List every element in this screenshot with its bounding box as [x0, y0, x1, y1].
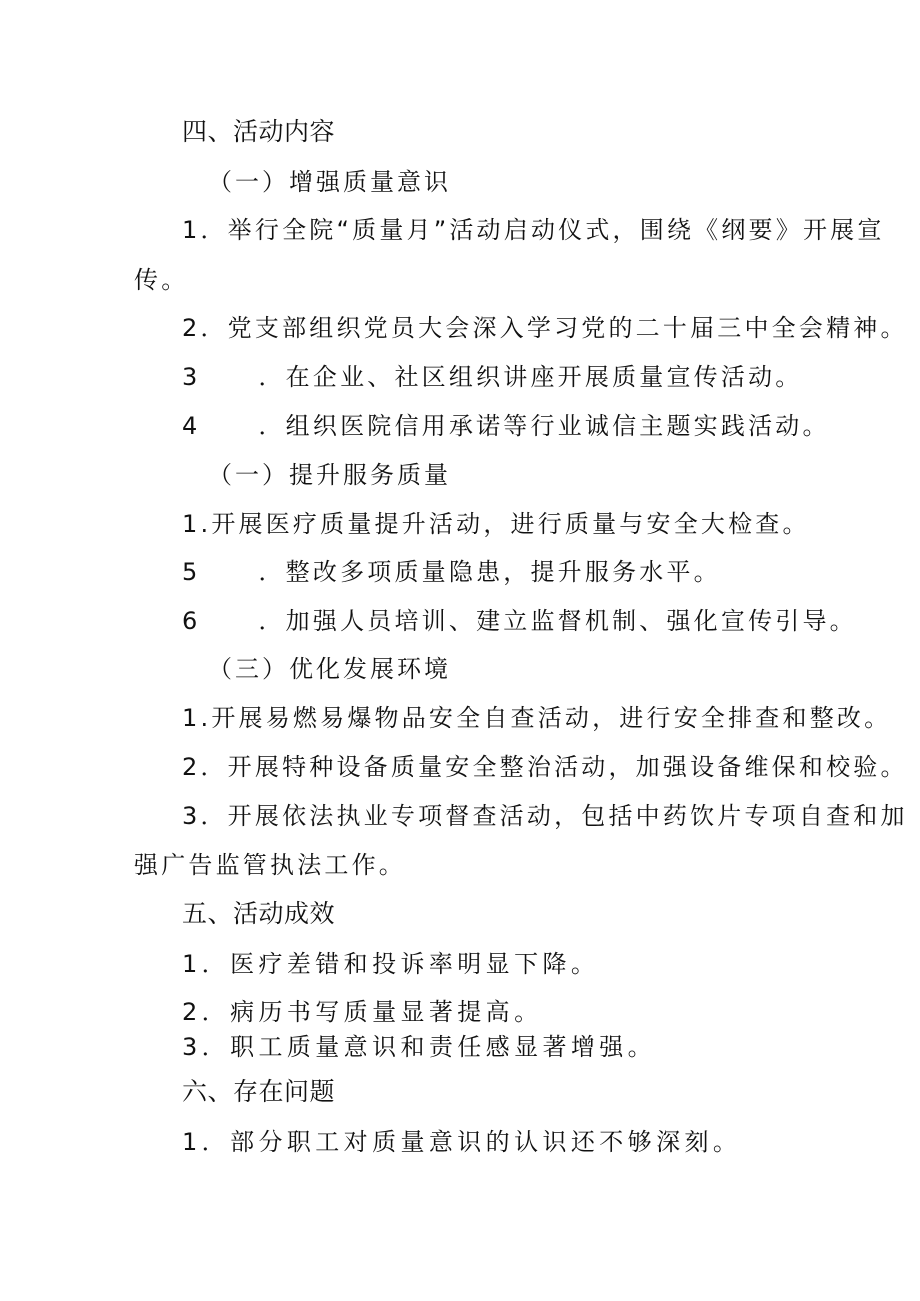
list-item	[182, 411, 830, 441]
list-item	[182, 509, 810, 539]
item-text: ．职工质量意识和责任感显著增强。	[201, 1033, 657, 1061]
item-number: 6	[182, 607, 201, 635]
list-item	[182, 703, 891, 733]
list-item	[182, 1032, 656, 1062]
item-text: ．加强人员培训、建立监督机制、强化宣传引导。	[258, 607, 857, 635]
item-text: ．党支部组织党员大会深入学习党的二十届三中全会精神。	[200, 314, 908, 342]
list-item	[182, 752, 908, 782]
section-heading-four: 四、活动内容	[182, 117, 336, 146]
item-number: 1	[182, 950, 202, 978]
item-text: ．医疗差错和投诉率明显下降。	[201, 950, 600, 978]
item-number: 1	[182, 704, 201, 732]
item-number: 1	[182, 510, 201, 538]
item-number: 3	[182, 1033, 202, 1061]
item-text: ．举行全院“质量月”活动启动仪式，围绕《纲要》开展宣	[200, 216, 885, 244]
item-text: ．病历书写质量显著提高。	[201, 998, 543, 1026]
section-heading-five: 五、活动成效	[182, 899, 336, 928]
list-item	[182, 313, 908, 343]
item-continuation: 强广告监管执法工作。	[134, 851, 406, 879]
item-number: 2	[182, 314, 201, 342]
list-item	[182, 801, 908, 831]
list-item	[182, 1127, 741, 1157]
list-item	[182, 215, 885, 245]
subsection-title-3: （三）优化发展环境	[208, 655, 451, 683]
list-item	[182, 606, 857, 636]
item-text: ．在企业、社区组织讲座开展质量宣传活动。	[258, 363, 803, 391]
list-item	[182, 362, 802, 392]
item-text: ．部分职工对质量意识的认识还不够深刻。	[201, 1128, 742, 1156]
list-item	[182, 557, 721, 587]
item-number: 2	[182, 998, 202, 1026]
item-text: ．整改多项质量隐患，提升服务水平。	[258, 558, 721, 586]
item-number: 3	[182, 802, 201, 830]
item-number: 3	[182, 363, 201, 391]
item-text: .开展医疗质量提升活动，进行质量与安全大检查。	[200, 510, 810, 538]
list-item	[182, 997, 542, 1027]
item-continuation: 传。	[134, 266, 189, 294]
subsection-title-1: （一）增强质量意识	[208, 168, 451, 196]
item-number: 2	[182, 753, 201, 781]
item-number: 1	[182, 216, 201, 244]
item-number: 4	[182, 412, 201, 440]
item-text: ．开展特种设备质量安全整治活动，加强设备维保和校验。	[200, 753, 908, 781]
list-item	[182, 949, 599, 979]
item-number: 5	[182, 558, 201, 586]
item-number: 1	[182, 1128, 202, 1156]
item-text: ．组织医院信用承诺等行业诚信主题实践活动。	[258, 412, 830, 440]
item-text: ．开展依法执业专项督查活动，包括中药饮片专项自查和加	[200, 802, 908, 830]
subsection-title-2: （一）提升服务质量	[208, 461, 451, 489]
item-text: .开展易燃易爆物品安全自查活动，进行安全排查和整改。	[200, 704, 892, 732]
section-heading-six: 六、存在问题	[182, 1077, 336, 1106]
